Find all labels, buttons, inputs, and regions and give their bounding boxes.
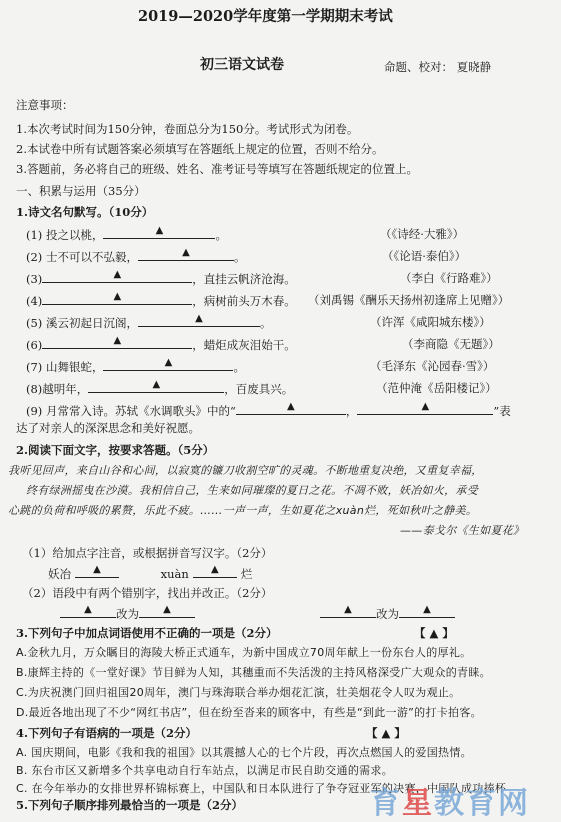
- notes-heading: 注意事项：: [16, 98, 74, 112]
- sub-question-2: （2）语段中有两个错别字，找出并改正。（2分）: [22, 586, 273, 600]
- poem-line-9: (9) 月常常入诗。苏轼《水调歌头》中的“ ▲ ， ▲ ”表: [26, 401, 511, 418]
- answer-blank[interactable]: ▲: [139, 606, 195, 618]
- poem-source: （许浑《咸阳城东楼》）: [370, 315, 491, 329]
- answer-bracket[interactable]: 【 ▲ 】: [366, 726, 406, 740]
- exam-title: 2019—2020学年度第一学期期末考试: [138, 8, 393, 25]
- option-a: A.金秋九月，万众瞩目的海陵大桥正式通车，为新中国成立70周年献上一份东台人的厚礼。: [16, 646, 472, 659]
- poem-source: （刘禹锡《酬乐天扬州初逢席上见赠》）: [308, 293, 510, 307]
- author-line: 命题、校对： 夏晓静: [384, 60, 492, 74]
- option-a: A. 国庆期间，电影《我和我的祖国》以其震撼人心的七个片段，再次点燃国人的爱国热情。: [16, 746, 472, 759]
- answer-blank[interactable]: ▲: [236, 403, 346, 415]
- question-5-heading: 5.下列句子顺序排列最恰当的一项是（2分）: [16, 798, 244, 812]
- note-item: 2.本试卷中所有试题答案必须填写在答题纸上规定的位置，否则不给分。: [16, 142, 384, 156]
- answer-blank[interactable]: ▲: [60, 606, 116, 618]
- poem-source: （李白《行路难》）: [400, 271, 498, 285]
- exam-subtitle: 初三语文试卷: [200, 57, 284, 73]
- option-c: C. 在今年举办的女排世界杯锦标赛上，中国队和日本队进行了争夺冠亚军的决赛，中国队成功捧杯: [16, 782, 507, 795]
- poem-source: （范仲淹《岳阳楼记》）: [376, 381, 497, 395]
- option-b: B. 东台市区又新增多个共享电动自行车站点，以满足市民自助交通的需求。: [16, 764, 394, 777]
- answer-blank[interactable]: ▲: [88, 381, 224, 393]
- answer-blank[interactable]: ▲: [138, 249, 234, 261]
- poem-line-4: (4) ▲ ，病树前头万木春。: [26, 291, 296, 308]
- option-d: D.最近各地出现了不少“网红书店”，但在纷至沓来的顾客中，有些是“到此一游”的打卡拍客。: [16, 706, 482, 719]
- answer-bracket[interactable]: 【 ▲ 】: [414, 626, 454, 640]
- answer-blank[interactable]: ▲: [103, 227, 215, 239]
- poem-line-8: (8)越明年， ▲ ，百废具兴。: [26, 379, 294, 396]
- poem-source: （毛泽东《沁园春·雪》）: [370, 359, 495, 373]
- passage-attribution: ——泰戈尔《生如夏花》: [400, 524, 525, 537]
- answer-blank[interactable]: ▲: [193, 566, 237, 578]
- answer-blank[interactable]: ▲: [320, 606, 376, 618]
- question-1-heading: 1.诗文名句默写。（10分）: [16, 205, 154, 219]
- answer-blank[interactable]: ▲: [357, 403, 493, 415]
- option-c: C.为庆祝澳门回归祖国20周年，澳门与珠海联合举办烟花汇演，壮美烟花令人叹为观止。: [16, 686, 461, 699]
- poem-source: （《诗经·大雅》）: [380, 227, 465, 241]
- correction-row-2: ▲ 改为 ▲: [320, 606, 455, 621]
- question-3-heading: 3.下列句子中加点词语使用不正确的一项是（2分）: [16, 626, 278, 640]
- poem-source: （《论语·泰伯》）: [382, 249, 467, 263]
- poem-line-6: (6) ▲ ，蜡炬成灰泪始干。: [26, 335, 296, 352]
- answer-blank[interactable]: ▲: [103, 359, 233, 371]
- option-b: B.康辉主持的《一堂好课》节目鲜为人知，其穗重而不失活泼的主持风格深受广大观众的青睐。: [16, 666, 491, 679]
- watermark-logo: 育星教育网: [370, 786, 530, 821]
- answer-blank[interactable]: ▲: [42, 293, 192, 305]
- poem-line-2: (2) 士不可以不弘毅， ▲ 。: [26, 247, 246, 264]
- poem-line-7: (7) 山舞银蛇， ▲ 。: [26, 357, 245, 374]
- question-4-heading: 4.下列句子有语病的一项是（2分）: [16, 726, 198, 740]
- answer-blank[interactable]: ▲: [399, 606, 455, 618]
- note-item: 1.本次考试时间为150分钟，卷面总分为150分。考试形式为闭卷。: [16, 122, 359, 136]
- section-heading: 一、积累与运用（35分）: [16, 184, 146, 198]
- note-item: 3.答题前，务必将自己的班级、姓名、准考证号等填写在答题纸规定的位置上。: [16, 162, 418, 176]
- sub-question-1: （1）给加点字注音，或根据拼音写汉字。（2分）: [22, 546, 273, 560]
- passage-line: 心跳的负荷和呼吸的累赘，乐此不疲。……一声一声，生如夏花之xuàn烂，死如秋叶之静美。: [8, 504, 478, 517]
- poem-line-3: (3) ▲ ，直挂云帆济沧海。: [26, 269, 296, 286]
- poem-line-5: (5) 溪云初起日沉阁， ▲ 。: [26, 313, 272, 330]
- poem-source: （李商隐《无题》）: [402, 337, 500, 351]
- question-2-heading: 2.阅读下面文字，按要求答题。（5分）: [16, 443, 215, 457]
- passage-line: 我听见回声，来自山谷和心间，以寂寞的镰刀收割空旷的灵魂。不断地重复决绝，又重复幸福，: [8, 464, 483, 477]
- pinyin-row: 妖冶 ▲ xuàn ▲ 烂: [48, 564, 253, 581]
- answer-blank[interactable]: ▲: [138, 315, 260, 327]
- passage-line: 终有绿洲摇曳在沙漠。我相信自己，生来如同璀璨的夏日之花。不凋不败，妖冶如火，承受: [26, 484, 478, 497]
- poem-line-1: (1) 投之以桃， ▲ 。: [26, 225, 227, 242]
- answer-blank[interactable]: ▲: [42, 271, 192, 283]
- answer-blank[interactable]: ▲: [42, 337, 192, 349]
- answer-blank[interactable]: ▲: [75, 566, 119, 578]
- correction-row-1: ▲ 改为 ▲: [60, 606, 195, 621]
- poem-line-9-cont: 达了对亲人的深深思念和美好祝愿。: [16, 421, 200, 435]
